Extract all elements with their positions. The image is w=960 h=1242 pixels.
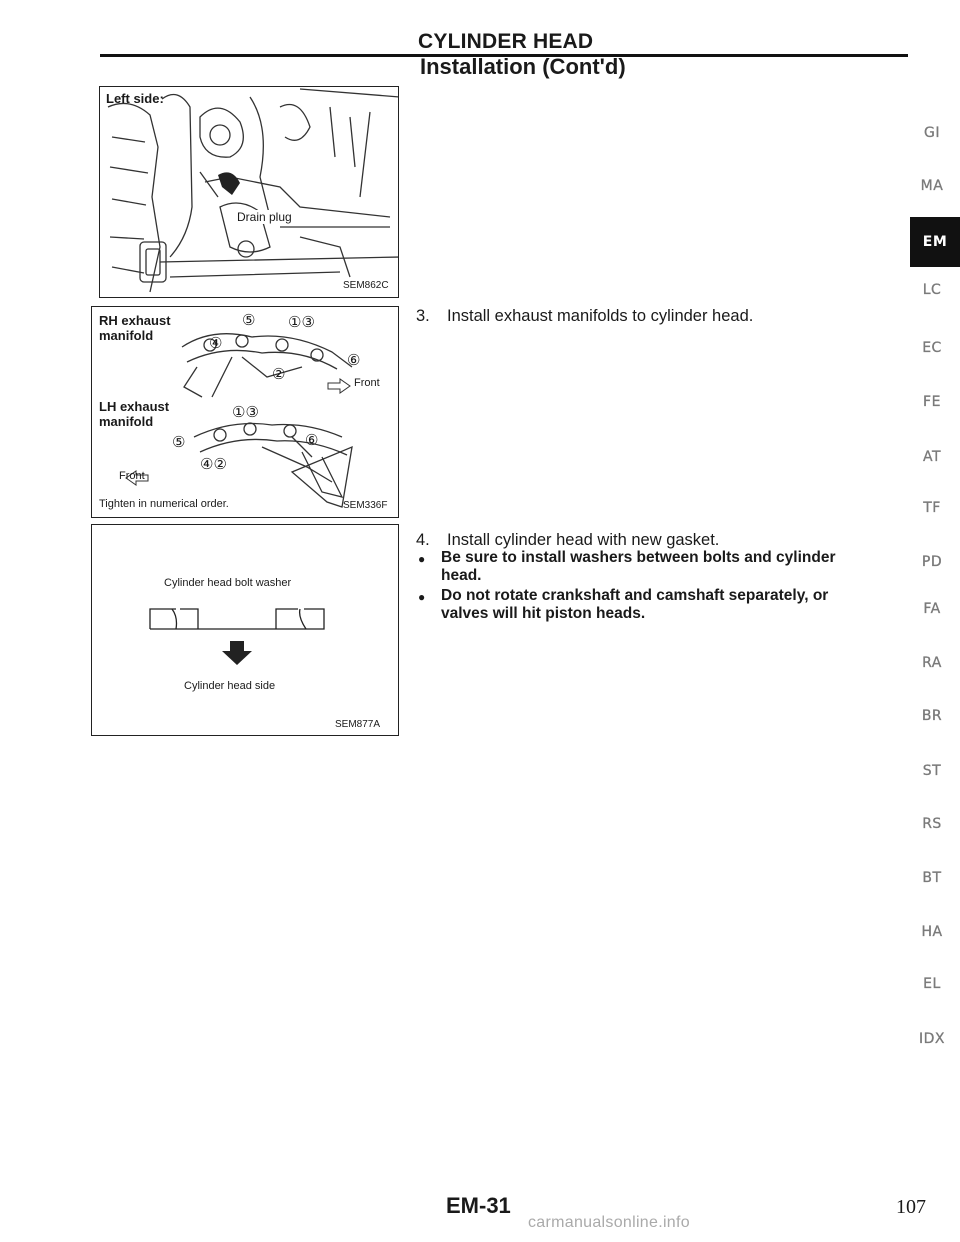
rh-number-1-3: ①③	[288, 314, 315, 331]
section-tab-st[interactable]: ST	[922, 763, 942, 779]
drain-plug-callout: Drain plug	[237, 210, 292, 224]
washer-label: Cylinder head bolt washer	[164, 577, 292, 589]
bullet-2-mark: ●	[418, 590, 426, 604]
step-3-number: 3.	[416, 307, 430, 325]
section-tab-idx[interactable]: IDX	[919, 1031, 945, 1047]
rh-manifold-label: manifold	[99, 328, 154, 343]
rh-number-5: ⑤	[242, 312, 256, 329]
head-side-label: Cylinder head side	[184, 680, 276, 692]
lh-number-1-3: ①③	[232, 404, 259, 421]
page-title: CYLINDER HEAD	[418, 30, 594, 53]
section-subtitle: Installation (Cont'd)	[420, 54, 626, 79]
figure-code: SEM877A	[335, 719, 381, 730]
rh-number-2: ②	[272, 366, 286, 383]
bullet-1-mark: ●	[418, 552, 426, 566]
section-tab-pd[interactable]: PD	[921, 554, 943, 570]
bullet-1-line-1: Be sure to install washers between bolts and cylinder	[441, 549, 836, 566]
step-3-text: Install exhaust manifolds to cylinder head.	[447, 307, 754, 325]
rh-number-6: ⑥	[347, 352, 361, 369]
lh-exhaust-label: LH exhaust	[99, 399, 170, 414]
section-tab-br[interactable]: BR	[921, 708, 943, 724]
section-tab-rs[interactable]: RS	[922, 816, 942, 832]
step-4-text: Install cylinder head with new gasket.	[447, 531, 720, 549]
figure-bolt-washer	[91, 524, 399, 736]
watermark-text: carmanualsonline.info	[528, 1214, 690, 1231]
front-right-label: Front	[354, 377, 380, 389]
section-tab-ec[interactable]: EC	[922, 340, 942, 356]
section-tab-bt[interactable]: BT	[922, 870, 942, 886]
bullet-2-line-2: valves will hit piston heads.	[441, 605, 646, 622]
figure-label-left-side: Left side:	[106, 91, 164, 106]
lh-manifold-label: manifold	[99, 414, 154, 429]
lh-number-6: ⑥	[305, 432, 319, 449]
section-tab-fa[interactable]: FA	[923, 601, 941, 617]
tighten-note: Tighten in numerical order.	[99, 498, 229, 510]
section-tab-lc[interactable]: LC	[922, 282, 942, 298]
section-tab-ra[interactable]: RA	[922, 655, 942, 671]
rh-exhaust-label: RH exhaust	[99, 313, 171, 328]
section-tab-em[interactable]: EM	[910, 217, 960, 267]
bullet-1-line-2: head.	[441, 567, 482, 584]
section-tab-ha[interactable]: HA	[921, 924, 943, 940]
front-left-label: Front	[119, 470, 145, 482]
bullet-2-line-1: Do not rotate crankshaft and camshaft separately, or	[441, 587, 829, 604]
section-tab-ma[interactable]: MA	[920, 178, 944, 194]
drain-plug-drawing	[100, 87, 398, 297]
page-number: 107	[896, 1196, 926, 1218]
washer-drawing	[92, 525, 398, 735]
section-tab-at[interactable]: AT	[922, 449, 942, 465]
figure-code: SEM336F	[343, 500, 388, 511]
section-tab-el[interactable]: EL	[923, 976, 941, 992]
lh-number-5: ⑤	[172, 434, 186, 451]
lh-number-4-2: ④②	[200, 456, 227, 473]
section-tab-gi[interactable]: GI	[924, 125, 940, 141]
figure-code: SEM862C	[343, 280, 389, 291]
figure-exhaust-manifolds	[91, 306, 399, 518]
figure-drain-plug	[99, 86, 399, 298]
page-code: EM-31	[446, 1193, 511, 1218]
rh-number-4: ④	[209, 335, 223, 352]
step-4-number: 4.	[416, 531, 430, 549]
section-tab-fe[interactable]: FE	[923, 394, 941, 410]
section-tab-tf[interactable]: TF	[923, 500, 941, 516]
